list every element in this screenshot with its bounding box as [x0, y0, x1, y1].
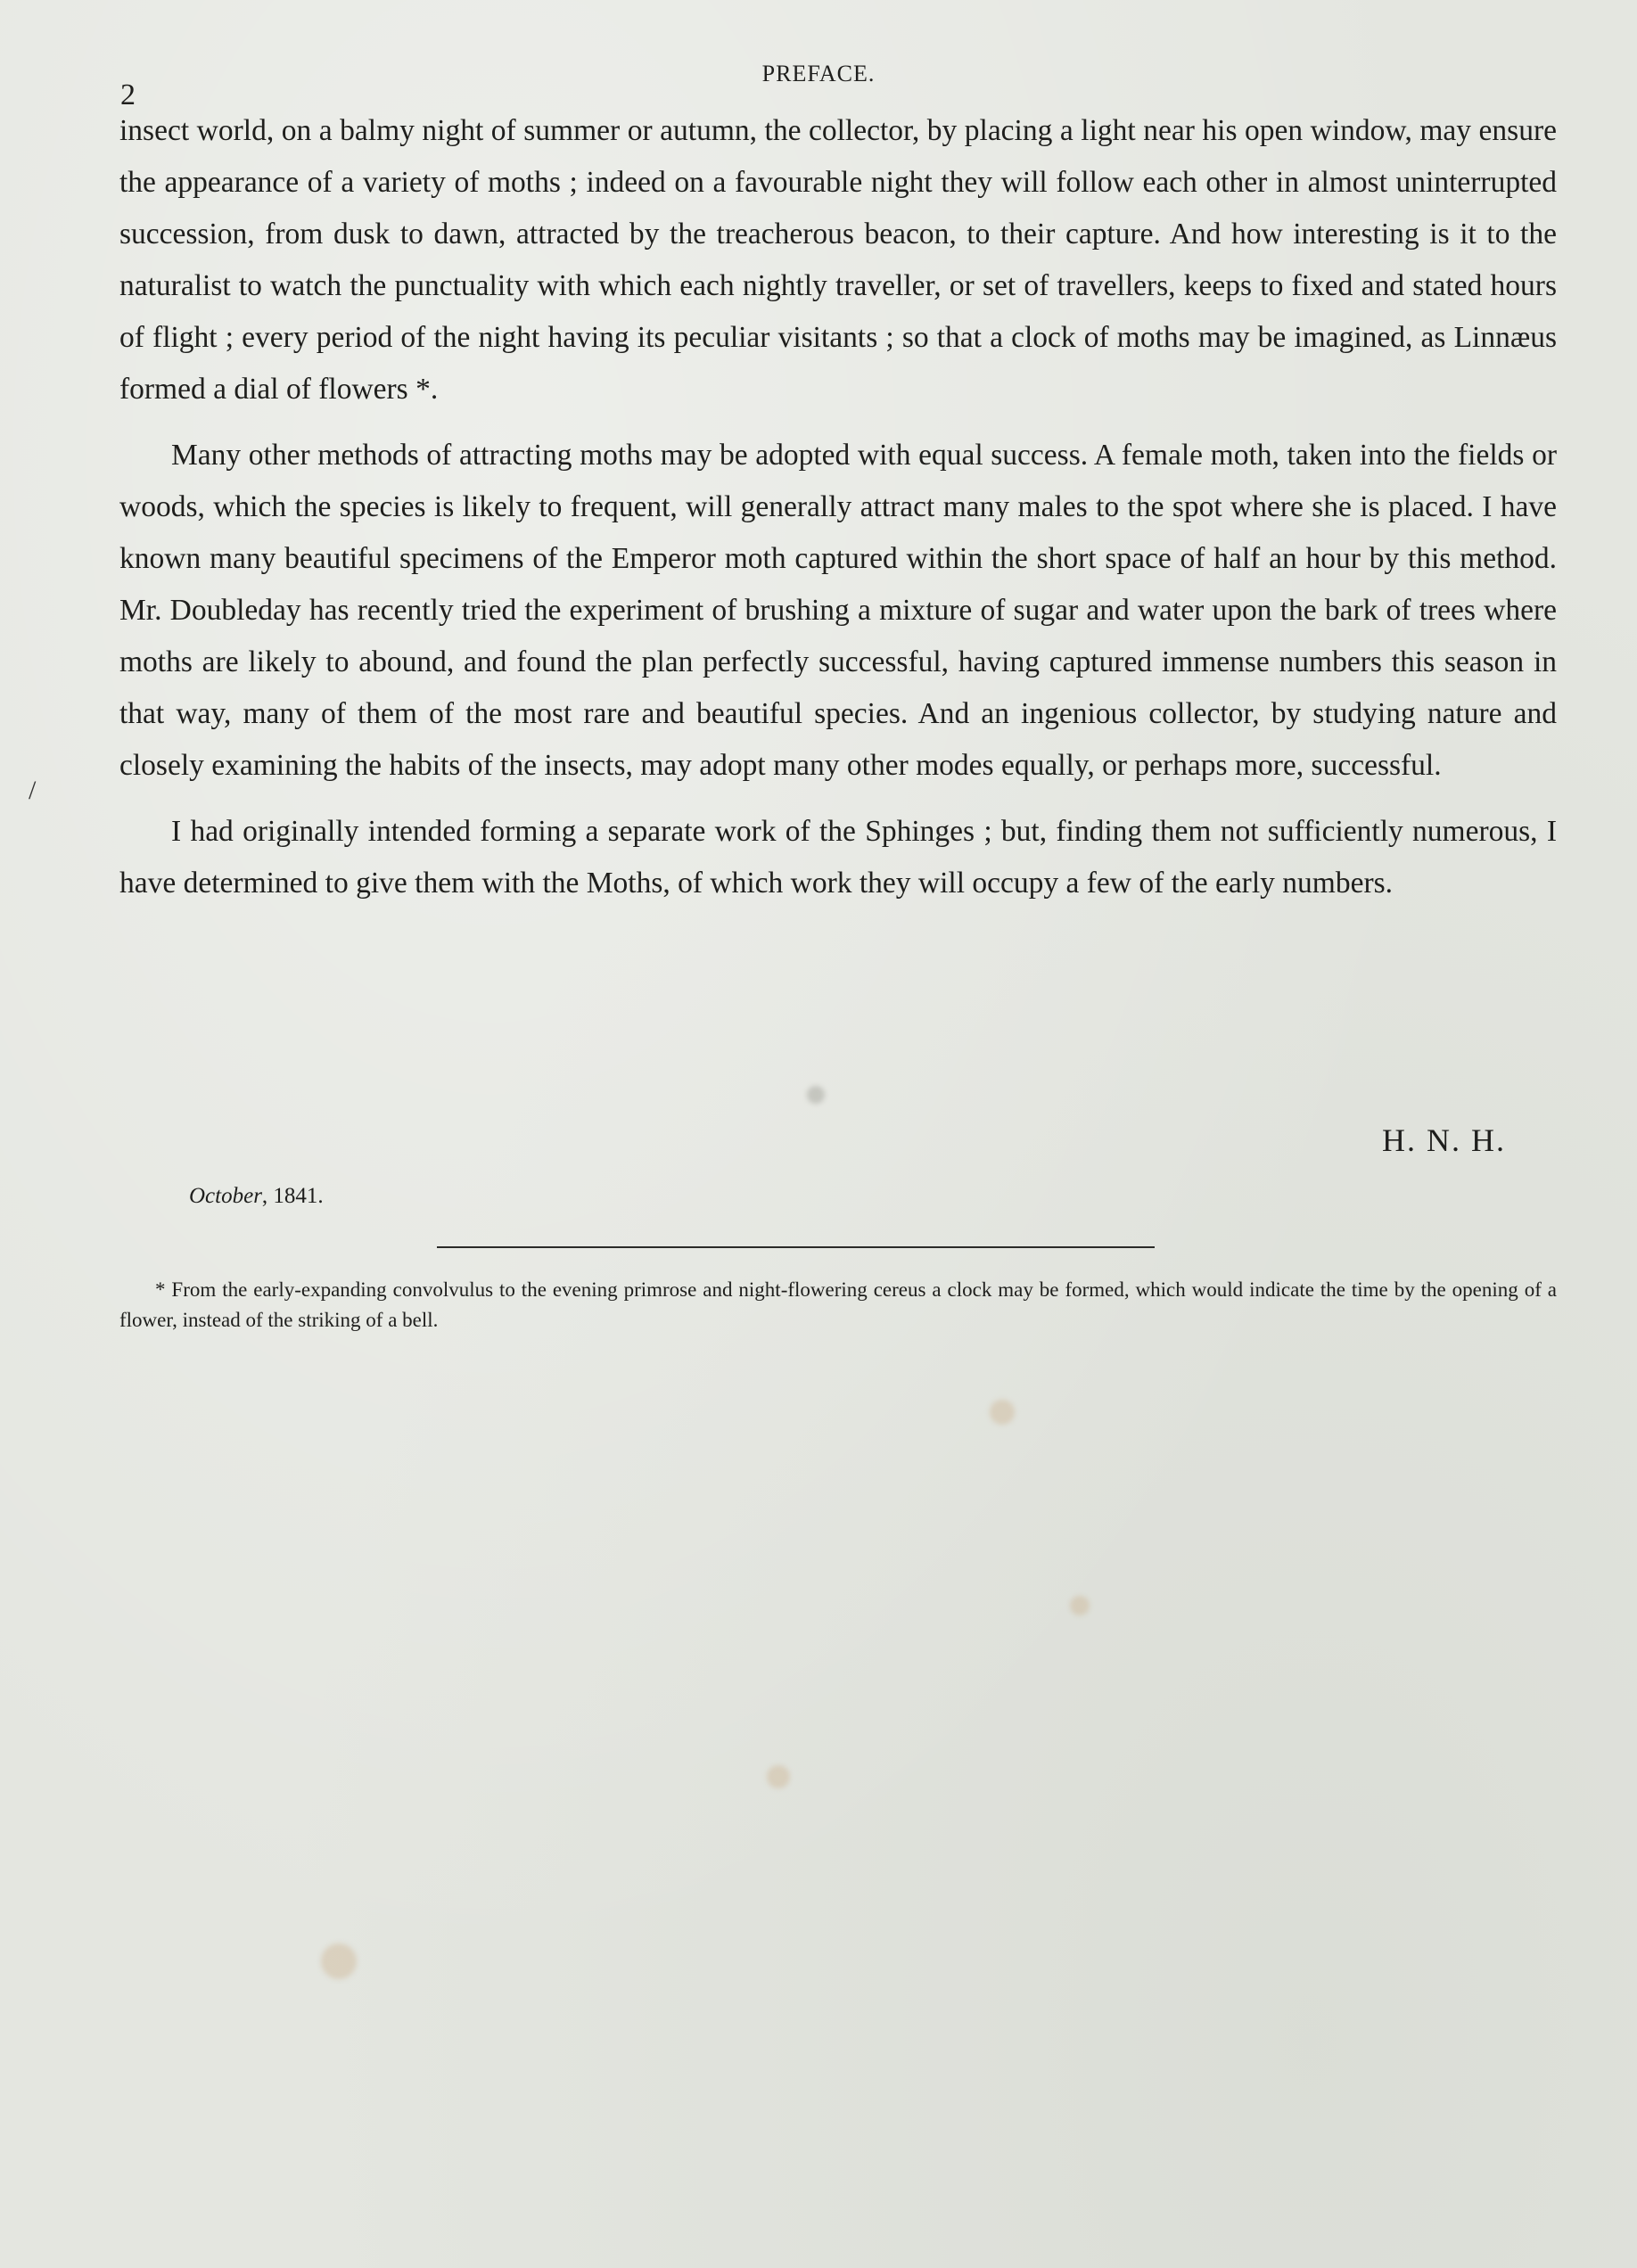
dateline: [189, 1184, 324, 1209]
foxing-spot: [990, 1400, 1015, 1425]
paragraph: Many other methods of attracting moths may be adopted with equal success. A female moth, taken into the fields or woods, which the species is likely to frequent, will generally attract many males to the spot where she is placed. I have known many beautiful specimens of the Emperor moth captured within the short space of half an hour by this method. Mr. Doubleday has recently tried the experiment of brushing a mixture of sugar and water upon the bark of trees where moths are likely to abound, and found the plan perfectly successful, having captured immense numbers this season in that way, many of them of the most rare and beautiful species. And an ingenious collector, by studying nature and closely examining the habits of the insects, may adopt many other modes equally, or perhaps more, successful.: [119, 439, 1557, 782]
body-text: [119, 105, 1557, 909]
foxing-spot: [321, 1943, 357, 1979]
paragraph: insect world, on a balmy night of summer or autumn, the collector, by placing a light near his open window, may ensure the appearance of a variety of moths ; indeed on a favourable night they will follow each other in almost uninterrupted succession, from dusk to dawn, attracted by the treacherous beacon, to their capture. And how interesting is it to the naturalist to watch the punctuality with which each nightly traveller, or set of travellers, keeps to fixed and stated hours of flight ; every period of the night having its peculiar visitants ; so that a clock of moths may be imagined, as Linnæus formed a dial of flowers *.: [119, 114, 1557, 406]
running-head: PREFACE.: [761, 61, 876, 86]
foxing-spot: [807, 1086, 825, 1104]
footnote-rule: [437, 1246, 1155, 1248]
author-signature: H. N. H.: [1382, 1122, 1506, 1158]
dateline-year: , 1841.: [261, 1184, 324, 1208]
page-number: 2: [120, 78, 136, 111]
footnote: * From the early-expanding convolvulus to the evening primrose and night-flowering cereus a clock may be formed, which would indicate the time by the opening of a flower, instead of the striking of a bell.: [119, 1278, 1557, 1331]
paragraph: I had originally intended forming a separate work of the Sphinges ; but, finding them not sufficiently numerous, I have determined to give them with the Moths, of which work they will occupy a few of the early numbers.: [119, 815, 1557, 900]
dateline-month: October: [189, 1184, 262, 1208]
margin-mark: /: [29, 776, 37, 805]
foxing-spot: [1070, 1596, 1090, 1615]
foxing-spot: [767, 1765, 790, 1788]
